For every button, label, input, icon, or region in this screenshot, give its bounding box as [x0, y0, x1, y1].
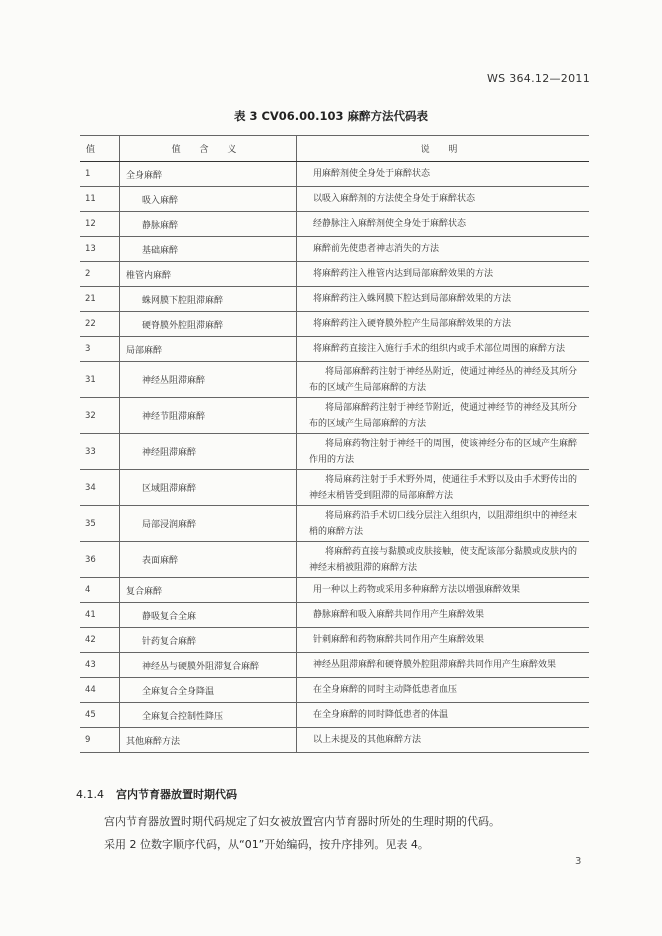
table-title: 表 3 CV06.00.103 麻醉方法代码表: [233, 109, 429, 123]
cell-description: 将麻醉药直接与黏膜或皮肤接触，使支配该部分黏膜或皮肤内的神经末梢被阻滞的麻醉方法: [297, 542, 590, 578]
table-row: [80, 237, 589, 262]
table-row: [80, 542, 589, 578]
cell-description: 用一种以上药物或采用多种麻醉方法以增强麻醉效果: [297, 578, 590, 603]
table-header-row: [80, 136, 589, 162]
cell-value: 35: [80, 506, 120, 542]
cell-description: 将局麻药物注射于神经干的周围，使该神经分布的区域产生麻醉作用的方法: [297, 434, 590, 470]
cell-meaning: 硬脊膜外腔阻滞麻醉: [120, 312, 297, 337]
cell-description: 针刺麻醉和药物麻醉共同作用产生麻醉效果: [297, 628, 590, 653]
table-row: [80, 506, 589, 542]
section-title: 宫内节育器放置时期代码: [116, 788, 237, 801]
cell-value: 32: [80, 398, 120, 434]
standard-code: WS 364.12—2011: [486, 72, 590, 85]
table-row: [80, 678, 589, 703]
cell-description: 将局麻药注射于手术野外周，使通往手术野以及由手术野传出的神经末梢皆受到阻滞的局部麻醉方法: [297, 470, 590, 506]
table-row: [80, 578, 589, 603]
cell-value: 9: [80, 728, 120, 753]
cell-meaning: 针药复合麻醉: [120, 628, 297, 653]
cell-description: 将麻醉药注入椎管内达到局部麻醉效果的方法: [297, 262, 590, 287]
cell-description: 神经丛阻滞麻醉和硬脊膜外腔阻滞麻醉共同作用产生麻醉效果: [297, 653, 590, 678]
table-row: [80, 262, 589, 287]
cell-value: 2: [80, 262, 120, 287]
cell-value: 13: [80, 237, 120, 262]
table-row: [80, 628, 589, 653]
cell-value: 42: [80, 628, 120, 653]
table-row: [80, 212, 589, 237]
cell-meaning: 椎管内麻醉: [120, 262, 297, 287]
header-description: 说 明: [297, 136, 590, 162]
cell-description: 在全身麻醉的同时降低患者的体温: [297, 703, 590, 728]
cell-value: 22: [80, 312, 120, 337]
section-heading: [76, 786, 237, 802]
table-row: [80, 603, 589, 628]
cell-description: 用麻醉剂使全身处于麻醉状态: [297, 162, 590, 187]
cell-value: 3: [80, 337, 120, 362]
cell-meaning: 吸入麻醉: [120, 187, 297, 212]
cell-value: 31: [80, 362, 120, 398]
paragraph: 采用 2 位数字顺序代码，从“01”开始编码，按升序排列。见表 4。: [104, 838, 429, 851]
cell-meaning: 局部麻醉: [120, 337, 297, 362]
cell-value: 41: [80, 603, 120, 628]
table-row: [80, 728, 589, 753]
cell-description: 将麻醉药注入蛛网膜下腔达到局部麻醉效果的方法: [297, 287, 590, 312]
section-number: 4.1.4: [76, 788, 104, 801]
table-row: [80, 398, 589, 434]
cell-meaning: 神经阻滞麻醉: [120, 434, 297, 470]
table-row: [80, 187, 589, 212]
header-value: 值: [80, 136, 120, 162]
cell-meaning: 表面麻醉: [120, 542, 297, 578]
cell-description: 在全身麻醉的同时主动降低患者血压: [297, 678, 590, 703]
cell-description: 将麻醉药注入硬脊膜外腔产生局部麻醉效果的方法: [297, 312, 590, 337]
header-meaning: 值 含 义: [120, 136, 297, 162]
table-row: [80, 287, 589, 312]
table-row: [80, 337, 589, 362]
table-row: [80, 312, 589, 337]
cell-meaning: 神经节阻滞麻醉: [120, 398, 297, 434]
cell-description: 将局部麻醉药注射于神经节附近，使通过神经节的神经及其所分布的区域产生局部麻醉的方法: [297, 398, 590, 434]
table-row: [80, 703, 589, 728]
cell-meaning: 全身麻醉: [120, 162, 297, 187]
cell-meaning: 复合麻醉: [120, 578, 297, 603]
cell-meaning: 区域阻滞麻醉: [120, 470, 297, 506]
cell-description: 以上未提及的其他麻醉方法: [297, 728, 590, 753]
cell-description: 以吸入麻醉剂的方法使全身处于麻醉状态: [297, 187, 590, 212]
cell-description: 将局麻药沿手术切口线分层注入组织内，以阻滞组织中的神经末梢的麻醉方法: [297, 506, 590, 542]
cell-value: 33: [80, 434, 120, 470]
cell-value: 36: [80, 542, 120, 578]
cell-meaning: 蛛网膜下腔阻滞麻醉: [120, 287, 297, 312]
cell-description: 静脉麻醉和吸入麻醉共同作用产生麻醉效果: [297, 603, 590, 628]
cell-value: 4: [80, 578, 120, 603]
cell-value: 1: [80, 162, 120, 187]
cell-value: 45: [80, 703, 120, 728]
cell-meaning: 基础麻醉: [120, 237, 297, 262]
page-number: 3: [575, 856, 582, 867]
table-row: [80, 162, 589, 187]
cell-value: 12: [80, 212, 120, 237]
cell-value: 11: [80, 187, 120, 212]
cell-meaning: 静吸复合全麻: [120, 603, 297, 628]
cell-value: 43: [80, 653, 120, 678]
anesthesia-method-code-table: [80, 135, 589, 753]
cell-meaning: 神经丛与硬膜外阻滞复合麻醉: [120, 653, 297, 678]
cell-description: 麻醉前先使患者神志消失的方法: [297, 237, 590, 262]
cell-meaning: 神经丛阻滞麻醉: [120, 362, 297, 398]
cell-meaning: 静脉麻醉: [120, 212, 297, 237]
cell-meaning: 全麻复合全身降温: [120, 678, 297, 703]
cell-value: 21: [80, 287, 120, 312]
cell-description: 将局部麻醉药注射于神经丛附近，使通过神经丛的神经及其所分布的区域产生局部麻醉的方法: [297, 362, 590, 398]
paragraph: 宫内节育器放置时期代码规定了妇女被放置宫内节育器时所处的生理时期的代码。: [104, 815, 500, 828]
cell-meaning: 全麻复合控制性降压: [120, 703, 297, 728]
cell-description: 将麻醉药直接注入施行手术的组织内或手术部位周围的麻醉方法: [297, 337, 590, 362]
table-row: [80, 434, 589, 470]
cell-value: 34: [80, 470, 120, 506]
table-row: [80, 470, 589, 506]
cell-value: 44: [80, 678, 120, 703]
table-row: [80, 362, 589, 398]
table-row: [80, 653, 589, 678]
cell-description: 经静脉注入麻醉剂使全身处于麻醉状态: [297, 212, 590, 237]
cell-meaning: 局部浸润麻醉: [120, 506, 297, 542]
cell-meaning: 其他麻醉方法: [120, 728, 297, 753]
